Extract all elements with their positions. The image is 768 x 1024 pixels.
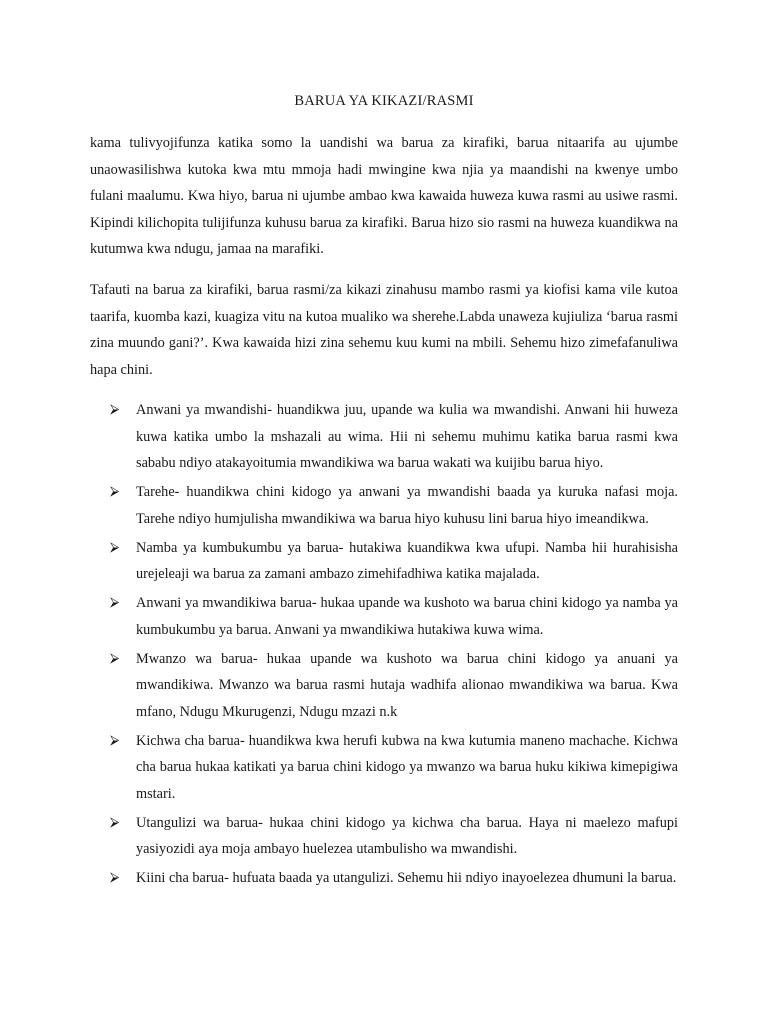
- arrowhead-bullet-icon: ⮚: [110, 650, 120, 666]
- list-item-text: Tarehe- huandikwa chini kidogo ya anwani ya mwandishi baada ya kuruka nafasi moja. Tarehe ndiyo humjulisha mwandikiwa wa barua hiyo kuhusu lini barua hiyo imeandikwa.: [136, 484, 678, 527]
- list-item-text: Anwani ya mwandishi- huandikwa juu, upande wa kulia wa mwandishi. Anwani hii huweza kuwa katika umbo la mshazali au wima. Hii ni sehemu muhimu katika barua rasmi kwa sababu ndiyo atakayoitumia mwandikiwa wa barua wakati wa kuijibu barua hiyo.: [136, 402, 678, 471]
- arrowhead-bullet-icon: ⮚: [110, 732, 120, 748]
- list-item-text: Utangulizi wa barua- hukaa chini kidogo ya kichwa cha barua. Haya ni maelezo mafupi yasiyozidi aya moja ambayo huelezea utambulisho wa mwandishi.: [136, 814, 678, 857]
- list-item: [110, 810, 678, 863]
- list-item-text: Anwani ya mwandikiwa barua- hukaa upande wa kushoto wa barua chini kidogo ya namba ya kumbukumbu ya barua. Anwani ya mwandikiwa hutakiwa kuwa wima.: [136, 595, 678, 638]
- list-item: [110, 590, 678, 643]
- arrowhead-bullet-icon: ⮚: [110, 814, 120, 830]
- list-item-text: Mwanzo wa barua- hukaa upande wa kushoto wa barua chini kidogo ya anuani ya mwandikiwa. Mwanzo wa barua rasmi hutaja wadhifa alionao mwandikiwa wa barua. Kwa mfano, Ndugu Mkurugenzi, Ndugu mzazi n.k: [136, 650, 678, 720]
- list-item: [110, 865, 678, 892]
- list-item: [110, 728, 678, 808]
- arrowhead-bullet-icon: ⮚: [110, 539, 120, 555]
- arrowhead-bullet-icon: ⮚: [110, 402, 120, 417]
- list-item-text: Kiini cha barua- hufuata baada ya utangulizi. Sehemu hii ndiyo inayoelezea dhumuni la barua.: [136, 870, 677, 886]
- paragraph-intro: kama tulivyojifunza katika somo la uandishi wa barua za kirafiki, barua nitaarifa au ujumbe unaowasilishwa kutoka kwa mtu mmoja hadi mwingine kwa njia ya maandishi na kwenye umbo fulani maalumu. Kwa hiyo, barua ni ujumbe ambao kwa kawaida huweza kuwa rasmi au usiwe rasmi. Kipindi kilichopita tulijifunza kuhusu barua za kirafiki. Barua hizo sio rasmi na huweza kuandikwa na kutumwa kwa ndugu, jamaa na marafiki.: [90, 135, 678, 257]
- list-item: [110, 397, 678, 477]
- letter-parts-list: [110, 397, 678, 894]
- arrowhead-bullet-icon: ⮚: [110, 595, 120, 610]
- paragraph-difference: Tafauti na barua za kirafiki, barua rasmi/za kikazi zinahusu mambo rasmi ya kiofisi kama vile kutoa taarifa, kuomba kazi, kuagiza vitu na kutoa mualiko wa sherehe.Labda unaweza kujiuliza ‘barua rasmi zina muundo gani?’. Kwa kawaida hizi zina sehemu kuu kumi na mbili. Sehemu hizo zimefafanuliwa hapa chini.: [90, 282, 678, 378]
- list-item: [110, 479, 678, 532]
- list-item: [110, 646, 678, 726]
- list-item: [110, 535, 678, 588]
- arrowhead-bullet-icon: ⮚: [110, 870, 120, 885]
- list-item-text: Kichwa cha barua- huandikwa kwa herufi kubwa na kwa kutumia maneno machache. Kichwa cha barua hukaa katikati ya barua chini kidogo ya mwanzo wa barua huku kikiwa kimepigiwa mstari.: [136, 732, 678, 802]
- document-title: BARUA YA KIKAZI/RASMI: [294, 93, 474, 109]
- list-item-text: Namba ya kumbukumbu ya barua- hutakiwa kuandikwa kwa ufupi. Namba hii hurahisisha urejeleaji wa barua za zamani ambazo zimehifadhiwa katika majalada.: [136, 539, 678, 582]
- arrowhead-bullet-icon: ⮚: [110, 484, 120, 499]
